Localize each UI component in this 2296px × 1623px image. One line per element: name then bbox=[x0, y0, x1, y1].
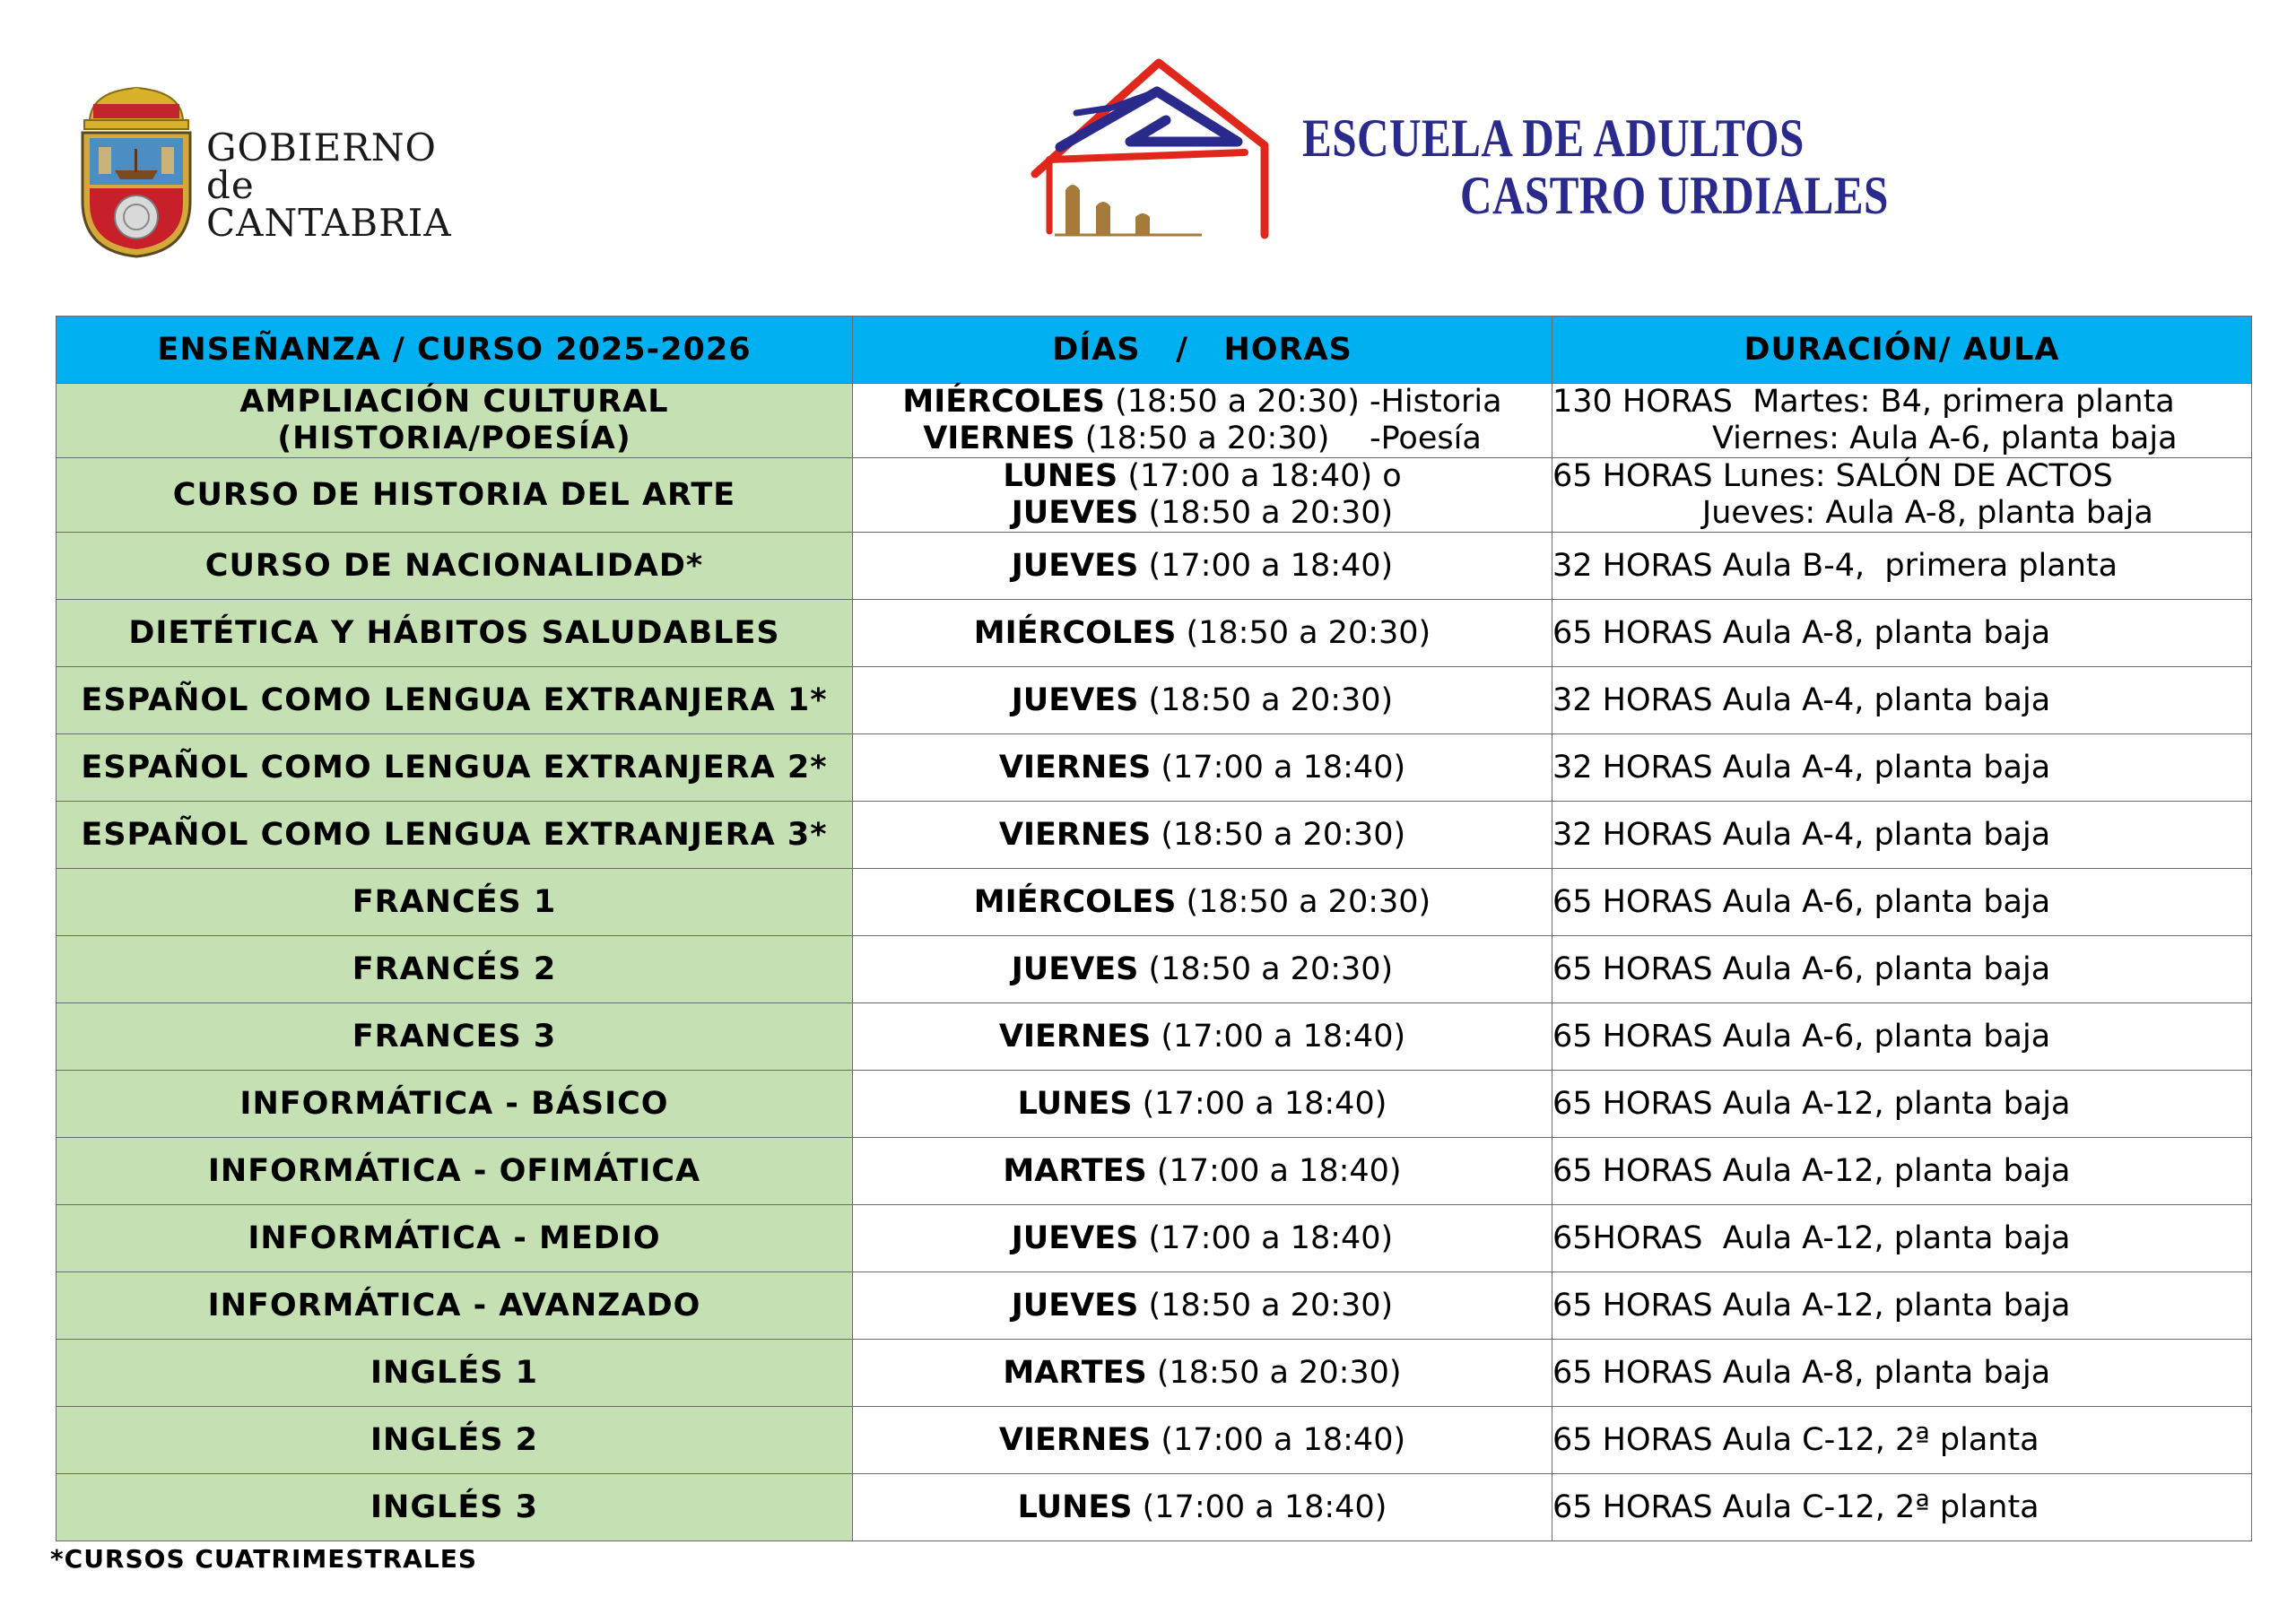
duration-room-cell bbox=[1552, 1340, 2252, 1407]
table-row bbox=[57, 667, 2252, 734]
days-hours-cell bbox=[853, 734, 1552, 802]
table-row bbox=[57, 1003, 2252, 1071]
days-hours-cell bbox=[853, 458, 1552, 533]
duration-room-cell bbox=[1552, 869, 2252, 936]
schedule-line bbox=[853, 1220, 1552, 1257]
schedule-line bbox=[853, 1153, 1552, 1190]
course-name: DIETÉTICA Y HÁBITOS SALUDABLES bbox=[128, 614, 780, 651]
duration-room: 65 HORAS Aula A-8, planta baja bbox=[1552, 614, 2051, 651]
time-range: (17:00 a 18:40) bbox=[1146, 1152, 1402, 1189]
days-hours-cell bbox=[853, 384, 1552, 458]
table-row bbox=[57, 600, 2252, 667]
duration-room-cell bbox=[1552, 667, 2252, 734]
schedule-line bbox=[853, 1086, 1552, 1123]
days-hours-cell bbox=[853, 1138, 1552, 1205]
course-name-cell bbox=[57, 1474, 853, 1541]
table-row bbox=[57, 1407, 2252, 1474]
duration-room-cell bbox=[1552, 1474, 2252, 1541]
duration-room-cell bbox=[1552, 1205, 2252, 1272]
table-header-row bbox=[57, 317, 2252, 384]
course-name: INGLÉS 2 bbox=[370, 1421, 538, 1458]
weekday: VIERNES bbox=[998, 749, 1152, 785]
table-row bbox=[57, 1205, 2252, 1272]
time-range: (17:00 a 18:40) bbox=[1151, 1018, 1406, 1055]
schedule-line bbox=[853, 1355, 1552, 1392]
weekday: VIERNES bbox=[998, 816, 1152, 853]
course-name-cell bbox=[57, 1138, 853, 1205]
duration-room-cell bbox=[1552, 802, 2252, 869]
weekday: VIERNES bbox=[998, 1421, 1152, 1458]
schedule-line bbox=[853, 1288, 1552, 1324]
header-course: ENSEÑANZA / CURSO 2025-2026 bbox=[57, 317, 853, 384]
days-hours-cell bbox=[853, 936, 1552, 1003]
header-days-hours: DÍAS / HORAS bbox=[853, 317, 1552, 384]
days-hours-cell bbox=[853, 533, 1552, 600]
schedule-line bbox=[853, 884, 1552, 921]
time-range: (17:00 a 18:40) bbox=[1132, 1488, 1387, 1525]
escuela-title-line2: CASTRO URDIALES bbox=[1460, 166, 1889, 225]
time-range: (17:00 a 18:40) bbox=[1151, 749, 1406, 785]
duration-room: 32 HORAS Aula B-4, primera planta bbox=[1552, 547, 2118, 584]
table-row bbox=[57, 458, 2252, 533]
weekday: JUEVES bbox=[1011, 495, 1139, 531]
days-hours-cell bbox=[853, 667, 1552, 734]
course-name-cell bbox=[57, 734, 853, 802]
schedule-line bbox=[853, 817, 1552, 854]
course-name: INGLÉS 3 bbox=[370, 1488, 538, 1525]
days-hours-cell bbox=[853, 1205, 1552, 1272]
days-hours-cell bbox=[853, 802, 1552, 869]
duration-room: 65 HORAS Aula C-12, 2ª planta bbox=[1552, 1421, 2039, 1458]
time-range: (17:00 a 18:40) bbox=[1132, 1085, 1387, 1122]
course-name-cell bbox=[57, 1071, 853, 1138]
weekday: VIERNES bbox=[998, 1018, 1152, 1055]
schedule-line bbox=[853, 1019, 1552, 1055]
table-row bbox=[57, 1340, 2252, 1407]
course-name: FRANCES 3 bbox=[352, 1018, 557, 1055]
schedule-line bbox=[853, 458, 1552, 495]
duration-room-cell bbox=[1552, 1407, 2252, 1474]
course-name-cell bbox=[57, 667, 853, 734]
course-name-cell bbox=[57, 384, 853, 458]
days-hours-cell bbox=[853, 1071, 1552, 1138]
schedule-line bbox=[853, 548, 1552, 585]
weekday: JUEVES bbox=[1011, 1219, 1139, 1256]
escuela-adultos-logo bbox=[1022, 56, 1919, 244]
course-name: CURSO DE NACIONALIDAD* bbox=[204, 547, 704, 584]
duration-room-cell bbox=[1552, 1003, 2252, 1071]
days-hours-cell bbox=[853, 1003, 1552, 1071]
duration-room-cell bbox=[1552, 458, 2252, 533]
duration-room-cell bbox=[1552, 734, 2252, 802]
course-name: FRANCÉS 1 bbox=[352, 883, 557, 920]
days-hours-cell bbox=[853, 1407, 1552, 1474]
weekday: MARTES bbox=[1003, 1152, 1147, 1189]
footnote: *CURSOS CUATRIMESTRALES bbox=[50, 1544, 477, 1574]
school-house-icon bbox=[1022, 56, 1292, 244]
table-row bbox=[57, 734, 2252, 802]
schedule-line bbox=[853, 951, 1552, 988]
table-row bbox=[57, 936, 2252, 1003]
time-range: (18:50 a 20:30) -Poesía bbox=[1074, 421, 1482, 456]
weekday: MIÉRCOLES bbox=[902, 384, 1105, 420]
gobierno-cantabria-logo bbox=[74, 84, 484, 260]
days-hours-cell bbox=[853, 600, 1552, 667]
duration-room: 65 HORAS Aula A-12, planta baja bbox=[1552, 1085, 2071, 1122]
weekday: LUNES bbox=[1017, 1085, 1133, 1122]
duration-room: 65 HORAS Aula A-6, planta baja bbox=[1552, 1018, 2051, 1055]
course-name: INFORMÁTICA - AVANZADO bbox=[207, 1287, 701, 1324]
schedule-line bbox=[853, 495, 1552, 532]
course-name: (HISTORIA/POESÍA) bbox=[277, 421, 631, 456]
time-range: (17:00 a 18:40) bbox=[1138, 547, 1394, 584]
cantabria-coat-of-arms-icon bbox=[74, 84, 199, 260]
duration-room-cell bbox=[1552, 1071, 2252, 1138]
time-range: (18:50 a 20:30) bbox=[1138, 1287, 1394, 1324]
course-name: AMPLIACIÓN CULTURAL bbox=[239, 384, 669, 420]
duration-room: 32 HORAS Aula A-4, planta baja bbox=[1552, 816, 2051, 853]
time-range: (17:00 a 18:40) bbox=[1138, 1219, 1394, 1256]
days-hours-cell bbox=[853, 869, 1552, 936]
schedule-line bbox=[853, 750, 1552, 786]
weekday: JUEVES bbox=[1011, 950, 1139, 987]
schedule-line bbox=[853, 615, 1552, 652]
duration-room: 130 HORAS Martes: B4, primera planta bbox=[1552, 384, 2175, 420]
gobierno-line: GOBIERNO bbox=[206, 126, 437, 169]
time-range: (18:50 a 20:30) bbox=[1176, 614, 1431, 651]
duration-room: Jueves: Aula A-8, planta baja bbox=[1552, 495, 2153, 531]
schedule-line bbox=[853, 1489, 1552, 1526]
weekday: MARTES bbox=[1003, 1354, 1147, 1391]
time-range: (17:00 a 18:40) o bbox=[1118, 458, 1402, 494]
weekday: JUEVES bbox=[1011, 547, 1139, 584]
duration-room: 65 HORAS Aula A-6, planta baja bbox=[1552, 883, 2051, 920]
course-name-cell bbox=[57, 1272, 853, 1340]
course-name: FRANCÉS 2 bbox=[352, 950, 557, 987]
duration-room-cell bbox=[1552, 1272, 2252, 1340]
table-row bbox=[57, 869, 2252, 936]
gobierno-line: de bbox=[206, 163, 255, 207]
course-name-cell bbox=[57, 936, 853, 1003]
duration-room: 65HORAS Aula A-12, planta baja bbox=[1552, 1219, 2071, 1256]
duration-room: 32 HORAS Aula A-4, planta baja bbox=[1552, 749, 2051, 785]
weekday: VIERNES bbox=[923, 421, 1075, 456]
time-range: (18:50 a 20:30) bbox=[1176, 883, 1431, 920]
time-range: (18:50 a 20:30) bbox=[1138, 950, 1394, 987]
course-name: INFORMÁTICA - BÁSICO bbox=[239, 1085, 669, 1122]
course-name-cell bbox=[57, 1407, 853, 1474]
table-row bbox=[57, 1272, 2252, 1340]
course-schedule-table bbox=[56, 316, 2252, 1541]
time-range: (18:50 a 20:30) bbox=[1151, 816, 1406, 853]
weekday: LUNES bbox=[1017, 1488, 1133, 1525]
time-range: (18:50 a 20:30) bbox=[1138, 681, 1394, 718]
weekday: JUEVES bbox=[1011, 1287, 1139, 1324]
time-range: (18:50 a 20:30) bbox=[1146, 1354, 1402, 1391]
duration-room: 65 HORAS Aula A-12, planta baja bbox=[1552, 1287, 2071, 1324]
time-range: (17:00 a 18:40) bbox=[1151, 1421, 1406, 1458]
weekday: MIÉRCOLES bbox=[973, 883, 1177, 920]
duration-room-cell bbox=[1552, 384, 2252, 458]
course-name-cell bbox=[57, 1205, 853, 1272]
table-row bbox=[57, 1138, 2252, 1205]
course-name: ESPAÑOL COMO LENGUA EXTRANJERA 2* bbox=[81, 749, 828, 785]
duration-room: 65 HORAS Aula A-8, planta baja bbox=[1552, 1354, 2051, 1391]
table-row bbox=[57, 1071, 2252, 1138]
days-hours-cell bbox=[853, 1272, 1552, 1340]
weekday: MIÉRCOLES bbox=[973, 614, 1177, 651]
time-range: (18:50 a 20:30) bbox=[1138, 495, 1394, 531]
course-name-cell bbox=[57, 869, 853, 936]
course-name: INFORMÁTICA - MEDIO bbox=[248, 1219, 661, 1256]
days-hours-cell bbox=[853, 1474, 1552, 1541]
course-name-cell bbox=[57, 533, 853, 600]
course-name: INGLÉS 1 bbox=[370, 1354, 538, 1391]
duration-room: Viernes: Aula A-6, planta baja bbox=[1552, 421, 2178, 456]
time-range: (18:50 a 20:30) -Historia bbox=[1104, 384, 1502, 420]
weekday: JUEVES bbox=[1011, 681, 1139, 718]
duration-room: 65 HORAS Aula A-12, planta baja bbox=[1552, 1152, 2071, 1189]
duration-room-cell bbox=[1552, 936, 2252, 1003]
course-name-cell bbox=[57, 1340, 853, 1407]
duration-room: 65 HORAS Aula C-12, 2ª planta bbox=[1552, 1488, 2039, 1525]
duration-room-cell bbox=[1552, 533, 2252, 600]
course-name-cell bbox=[57, 1003, 853, 1071]
schedule-line bbox=[853, 1422, 1552, 1459]
duration-room: 32 HORAS Aula A-4, planta baja bbox=[1552, 681, 2051, 718]
duration-room-cell bbox=[1552, 600, 2252, 667]
schedule-line bbox=[853, 421, 1552, 457]
duration-room-cell bbox=[1552, 1138, 2252, 1205]
table-row bbox=[57, 802, 2252, 869]
days-hours-cell bbox=[853, 1340, 1552, 1407]
weekday: LUNES bbox=[1003, 458, 1118, 494]
course-name-cell bbox=[57, 458, 853, 533]
table-row bbox=[57, 384, 2252, 458]
schedule-line bbox=[853, 682, 1552, 719]
header-duration-room: DURACIÓN/ AULA bbox=[1552, 317, 2252, 384]
table-row bbox=[57, 1474, 2252, 1541]
course-name: CURSO DE HISTORIA DEL ARTE bbox=[172, 476, 736, 513]
course-name: ESPAÑOL COMO LENGUA EXTRANJERA 1* bbox=[81, 681, 828, 718]
duration-room: 65 HORAS Aula A-6, planta baja bbox=[1552, 950, 2051, 987]
escuela-title-line1: ESCUELA DE ADULTOS bbox=[1302, 108, 1805, 168]
course-name-cell bbox=[57, 802, 853, 869]
course-name: INFORMÁTICA - OFIMÁTICA bbox=[207, 1152, 701, 1189]
table-row bbox=[57, 533, 2252, 600]
duration-room: 65 HORAS Lunes: SALÓN DE ACTOS bbox=[1552, 458, 2113, 494]
schedule-line bbox=[853, 384, 1552, 421]
course-name: ESPAÑOL COMO LENGUA EXTRANJERA 3* bbox=[81, 816, 828, 853]
course-name-cell bbox=[57, 600, 853, 667]
gobierno-line: CANTABRIA bbox=[206, 201, 452, 245]
gobierno-cantabria-wordmark bbox=[206, 126, 452, 245]
